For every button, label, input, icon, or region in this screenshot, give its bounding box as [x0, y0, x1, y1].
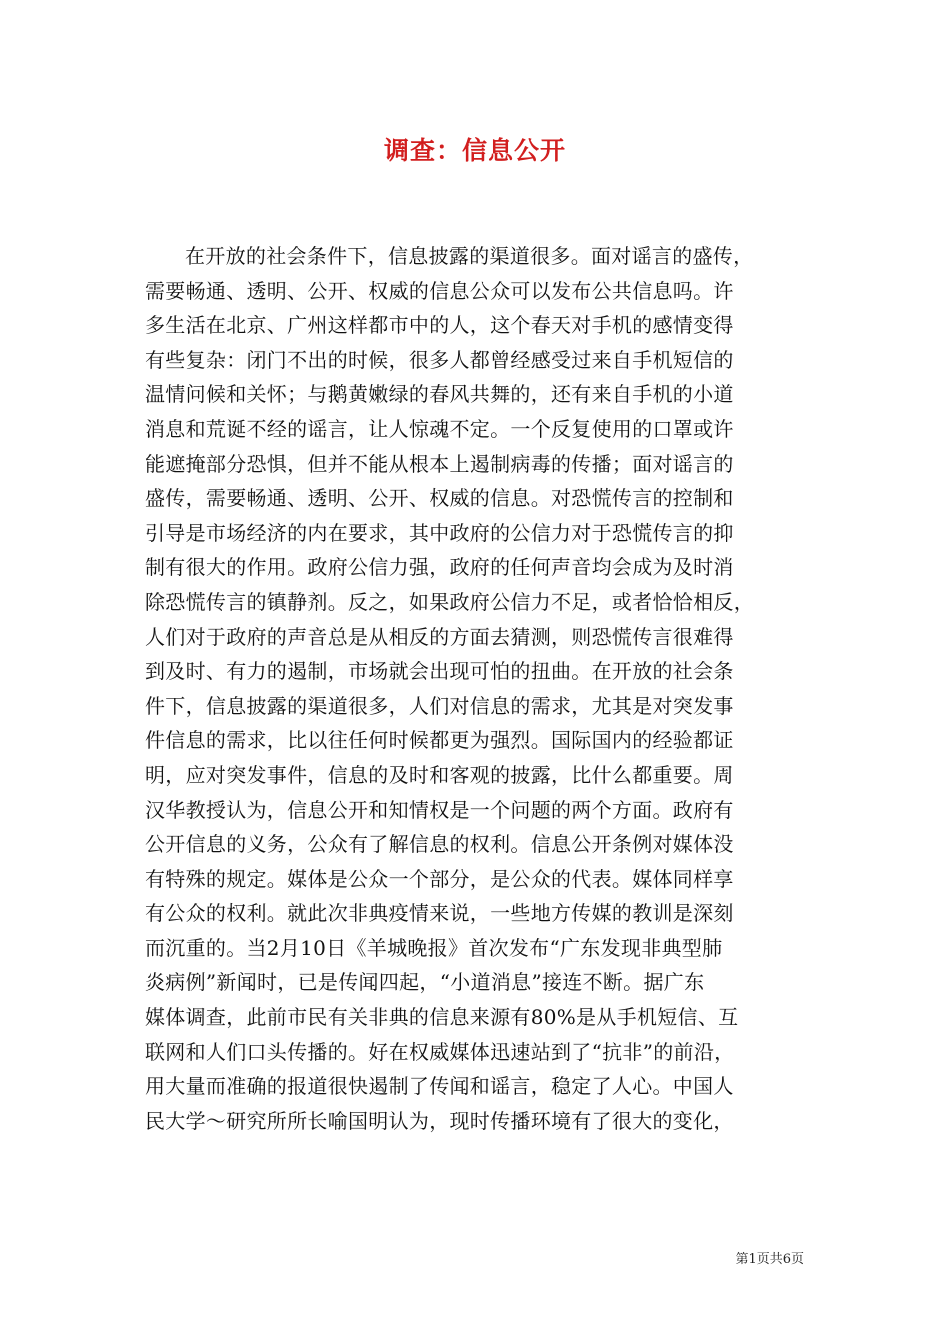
- body-line: 而沉重的。当2月10日《羊城晚报》首次发布“广东发现非典型肺: [145, 935, 723, 960]
- body-line: 有特殊的规定。媒体是公众一个部分，是公众的代表。媒体同样享: [145, 866, 734, 891]
- body-line: 民大学～研究所所长喻国明认为，现时传播环境有了很大的变化，: [145, 1108, 734, 1133]
- body-line: 明，应对突发事件，信息的及时和客观的披露，比什么都重要。周: [145, 762, 734, 787]
- body-line: 有公众的权利。就此次非典疫情来说，一些地方传媒的教训是深刻: [145, 901, 734, 926]
- body-line: 媒体调查，此前市民有关非典的信息来源有80%是从手机短信、互: [145, 1005, 739, 1030]
- body-line: 炎病例”新闻时，已是传闻四起，“小道消息”接连不断。据广东: [145, 970, 705, 995]
- body-line: 汉华教授认为，信息公开和知情权是一个问题的两个方面。政府有: [145, 797, 734, 822]
- body-line: 件信息的需求，比以往任何时候都更为强烈。国际国内的经验都证: [145, 728, 734, 753]
- body-line: 有些复杂：闭门不出的时候，很多人都曾经感受过来自手机短信的: [145, 347, 734, 372]
- body-line: 公开信息的义务，公众有了解信息的权利。信息公开条例对媒体没: [145, 832, 734, 857]
- body-line: 制有很大的作用。政府公信力强，政府的任何声音均会成为及时消: [145, 555, 734, 580]
- body-line: 在开放的社会条件下，信息披露的渠道很多。面对谣言的盛传，: [185, 244, 754, 268]
- body-line: 消息和荒诞不经的谣言，让人惊魂不定。一个反复使用的口罩或许: [145, 416, 734, 441]
- body-line: 需要畅通、透明、公开、权威的信息公众可以发布公共信息吗。许: [145, 278, 734, 303]
- page-number: 第1页共6页: [735, 1252, 804, 1267]
- body-line: 能遮掩部分恐惧，但并不能从根本上遏制病毒的传播；面对谣言的: [145, 451, 734, 476]
- body-line: 件下，信息披露的渠道很多，人们对信息的需求，尤其是对突发事: [145, 693, 734, 718]
- body-line: 人们对于政府的声音总是从相反的方面去猜测，则恐慌传言很难得: [145, 624, 734, 649]
- document-body: [145, 239, 813, 1138]
- body-line: 除恐慌传言的镇静剂。反之，如果政府公信力不足，或者恰恰相反，: [145, 589, 754, 614]
- body-line: 盛传，需要畅通、透明、公开、权威的信息。对恐慌传言的控制和: [145, 486, 734, 511]
- body-line: 到及时、有力的遏制，市场就会出现可怕的扭曲。在开放的社会条: [145, 659, 734, 684]
- document-title: 调查：信息公开: [383, 136, 566, 165]
- body-line: 引导是市场经济的内在要求，其中政府的公信力对于恐慌传言的抑: [145, 520, 734, 545]
- body-line: 多生活在北京、广州这样都市中的人，这个春天对手机的感情变得: [145, 313, 734, 338]
- body-line: 温情问候和关怀；与鹅黄嫩绿的春风共舞的，还有来自手机的小道: [145, 382, 734, 407]
- body-line: 用大量而准确的报道很快遏制了传闻和谣言，稳定了人心。中国人: [145, 1074, 734, 1099]
- body-line: 联网和人们口头传播的。好在权威媒体迅速站到了“抗非”的前沿，: [145, 1039, 735, 1064]
